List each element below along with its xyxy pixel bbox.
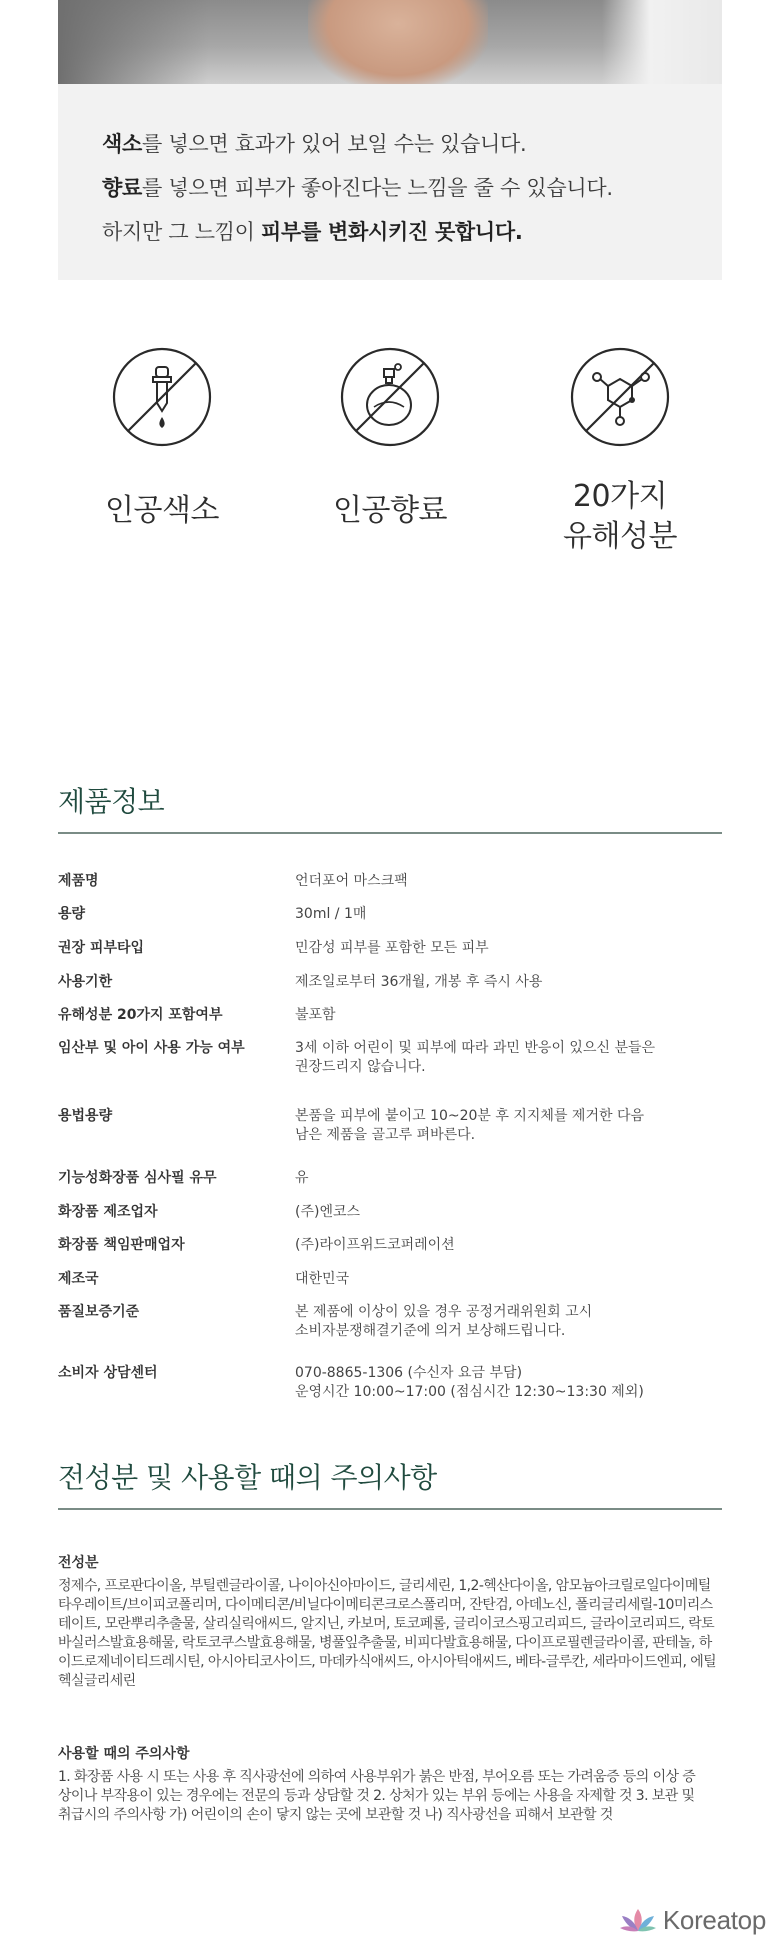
free-from-label-colorant: 인공색소 — [105, 493, 219, 528]
info-key: 권장 피부타입 — [58, 940, 145, 956]
free-from-label-fragrance: 인공향료 — [333, 493, 447, 528]
info-key: 임산부 및 아이 사용 가능 여부 — [58, 1040, 245, 1056]
ingredients-line: 테이트, 모란뿌리추출물, 살리실릭애씨드, 알지닌, 카보머, 토코페롤, 글리이코스핑고리피드, 글라이코리피드, 락토 — [58, 1616, 715, 1632]
caution-line: 1. 화장품 사용 시 또는 사용 후 직사광선에 의하여 사용부위가 붉은 반점, 부어오름 또는 가려움증 등의 이상 증 — [58, 1769, 696, 1785]
info-value: 대한민국 — [295, 1271, 350, 1287]
lotus-icon — [619, 1907, 657, 1935]
info-key: 소비자 상담센터 — [58, 1365, 158, 1381]
intro-line-3-bold: 피부를 변화시키진 못합니다. — [261, 220, 523, 244]
info-value: 언더포어 마스크팩 — [295, 873, 408, 889]
info-key: 용량 — [58, 906, 86, 922]
intro-line-1 — [102, 122, 722, 166]
product-info-title: 제품정보 — [58, 785, 165, 818]
ingredients-divider — [58, 1508, 722, 1510]
photo-skin — [308, 0, 488, 84]
info-key: 유해성분 20가지 포함여부 — [58, 1007, 223, 1023]
intro-line-1-bold: 색소 — [102, 132, 142, 156]
info-key: 기능성화장품 심사필 유무 — [58, 1170, 217, 1186]
info-key: 품질보증기준 — [58, 1304, 140, 1320]
info-key: 화장품 제조업자 — [58, 1204, 158, 1220]
ingredients-section-title: 전성분 및 사용할 때의 주의사항 — [58, 1461, 437, 1494]
ingredients-list — [58, 1577, 722, 1691]
info-value-line2: 남은 제품을 골고루 펴바른다. — [295, 1127, 476, 1143]
info-value-line2: 운영시간 10:00~17:00 (점심시간 12:30~13:30 제외) — [295, 1384, 644, 1400]
info-key: 화장품 책임판매업자 — [58, 1237, 185, 1253]
info-value: 30ml / 1매 — [295, 906, 367, 922]
caution-line: 상이나 부작용이 있는 경우에는 전문의 등과 상담할 것 2. 상처가 있는 부위 등에는 사용을 자제할 것 3. 보관 및 — [58, 1788, 695, 1804]
perfume-icon — [338, 345, 442, 449]
info-value-line1: 본 제품에 이상이 있을 경우 공정거래위원회 고시 — [295, 1304, 593, 1320]
info-value — [295, 1107, 715, 1145]
intro-line-3-text: 하지만 그 느낌이 — [102, 220, 262, 244]
info-key: 사용기한 — [58, 974, 113, 990]
ingredients-line: 이드로제네이티드레시틴, 아시아티코사이드, 마데카식애씨드, 아시아틱애씨드, 베타-글루칸, 세라마이드엔피, 에틸 — [58, 1654, 717, 1670]
ingredients-heading: 전성분 — [58, 1555, 99, 1571]
info-key: 제조국 — [58, 1271, 99, 1287]
free-from-icons — [0, 345, 780, 575]
info-value: 민감성 피부를 포함한 모든 피부 — [295, 940, 489, 956]
brand-logo — [619, 1905, 766, 1936]
info-value: (주)라이프위드코퍼레이션 — [295, 1237, 455, 1253]
free-from-item-harmful — [520, 345, 720, 557]
brand-name: Koreatop — [662, 1905, 766, 1935]
info-value-line2: 소비자분쟁해결기준에 의거 보상해드립니다. — [295, 1323, 566, 1339]
info-value — [295, 1303, 715, 1341]
intro-line-2-text: 를 넣으면 피부가 좋아진다는 느낌을 줄 수 있습니다. — [141, 176, 613, 200]
ingredients-line: 타우레이트/브이피코폴리머, 다이메티콘/비닐다이메티콘크로스폴리머, 잔탄검, 아데노신, 폴리글리세릴-10미리스 — [58, 1597, 713, 1613]
info-key: 제품명 — [58, 873, 99, 889]
free-from-item-colorant — [62, 345, 262, 531]
info-value: 제조일로부터 36개월, 개봉 후 즉시 사용 — [295, 974, 543, 990]
dropper-icon — [110, 345, 214, 449]
ingredients-line: 바실러스발효용해물, 락토코쿠스발효용해물, 병풀잎추출물, 비피다발효용해물, 다이프로필렌글라이콜, 판테놀, 하 — [58, 1635, 712, 1651]
photo-shirt — [602, 0, 722, 84]
free-from-label-harmful-line2: 유해성분 — [563, 519, 677, 554]
free-from-label-harmful-line1: 20가지 — [572, 479, 668, 514]
caution-line: 취급시의 주의사항 가) 어린이의 손이 닿지 않는 곳에 보관할 것 나) 직사광선을 피해서 보관할 것 — [58, 1807, 613, 1823]
info-value: 불포함 — [295, 1007, 336, 1023]
caution-heading: 사용할 때의 주의사항 — [58, 1746, 190, 1762]
info-value-line1: 본품을 피부에 붙이고 10~20분 후 지지체를 제거한 다음 — [295, 1108, 644, 1124]
info-value — [295, 1039, 715, 1077]
intro-message-box — [58, 84, 722, 280]
photo-shadow — [58, 0, 208, 84]
info-value — [295, 1364, 715, 1402]
product-info-divider — [58, 832, 722, 834]
free-from-label-harmful — [520, 477, 720, 557]
intro-line-2-bold: 향료 — [102, 176, 142, 200]
intro-line-3 — [102, 210, 722, 254]
info-value: (주)엔코스 — [295, 1204, 361, 1220]
info-key: 용법용량 — [58, 1108, 113, 1124]
ingredients-line: 헥실글리세린 — [58, 1673, 136, 1689]
intro-line-2 — [102, 166, 722, 210]
info-value: 유 — [295, 1170, 309, 1186]
hero-photo — [58, 0, 722, 84]
molecule-icon — [568, 345, 672, 449]
ingredients-line: 정제수, 프로판다이올, 부틸렌글라이콜, 나이아신아마이드, 글리세린, 1,2-헥산다이올, 암모늄아크릴로일다이메틸 — [58, 1578, 711, 1594]
caution-text — [58, 1768, 722, 1825]
info-value-line1: 070-8865-1306 (수신자 요금 부담) — [295, 1365, 523, 1381]
intro-line-1-text: 를 넣으면 효과가 있어 보일 수는 있습니다. — [141, 132, 527, 156]
info-value-line2: 권장드리지 않습니다. — [295, 1059, 426, 1075]
free-from-item-fragrance — [290, 345, 490, 531]
info-value-line1: 3세 이하 어린이 및 피부에 따라 과민 반응이 있으신 분들은 — [295, 1040, 656, 1056]
